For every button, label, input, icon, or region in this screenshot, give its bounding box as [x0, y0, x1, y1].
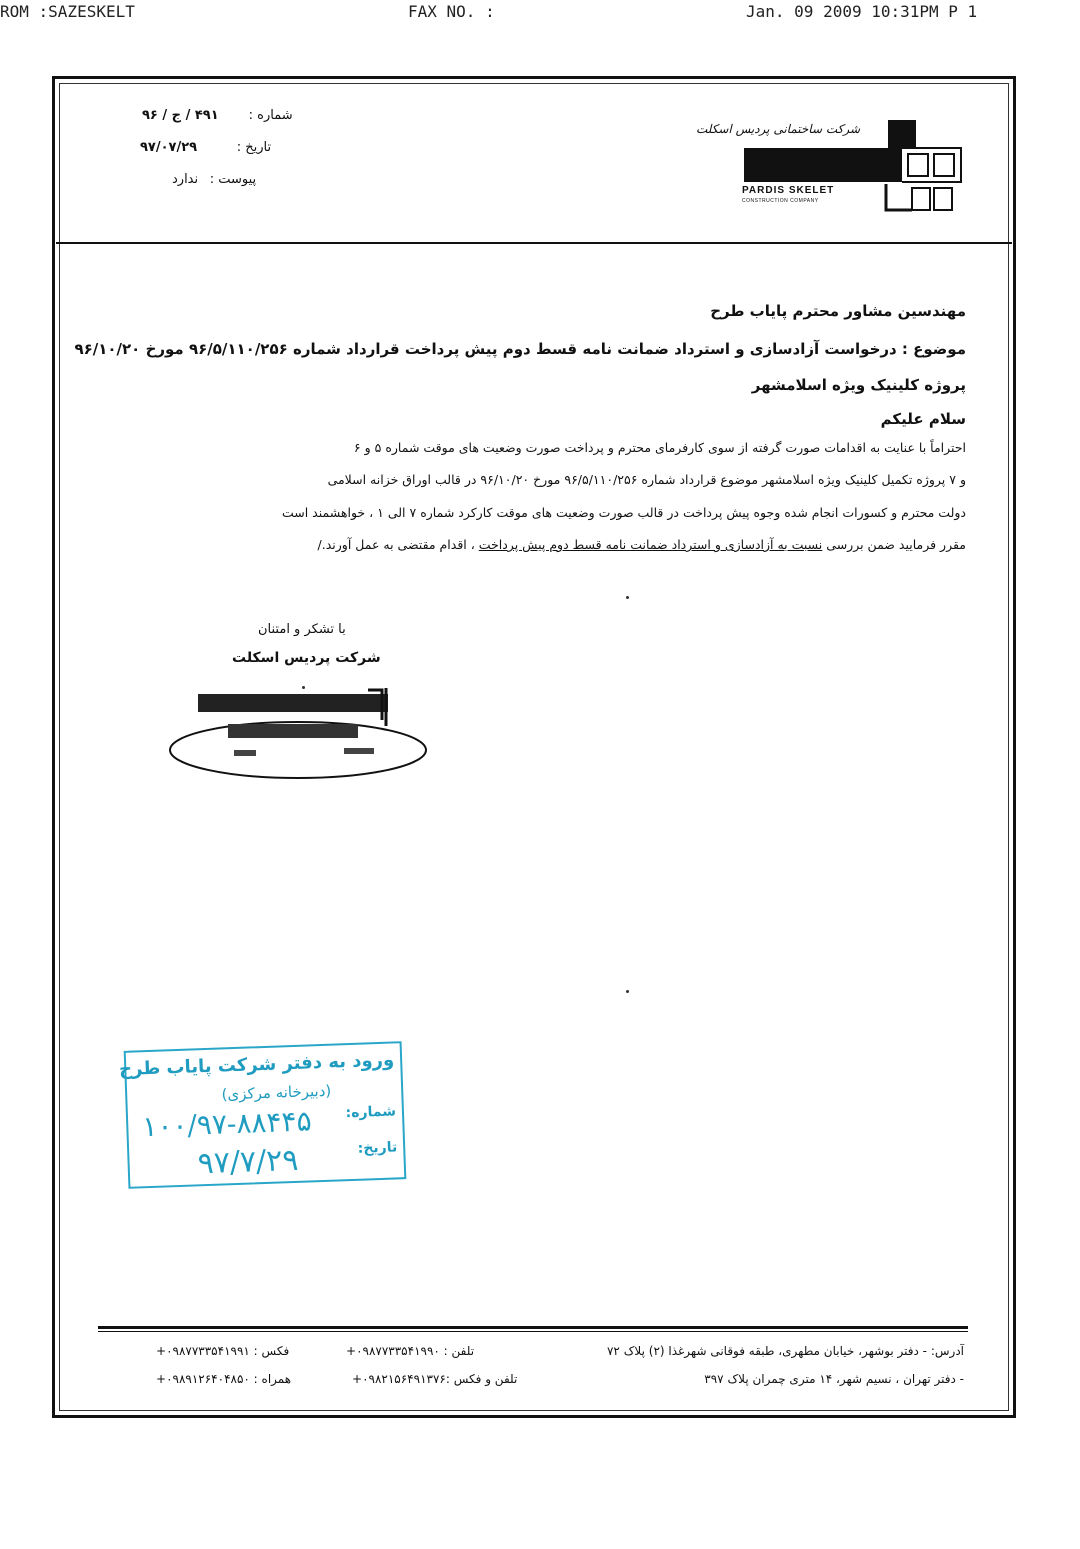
- fax-header: [0, 0, 1080, 40]
- body-line-4-underlined: نسبت به آزادسازی و استرداد ضمانت نامه قسط دوم پیش پرداخت: [478, 537, 823, 552]
- stamp-number-label: شماره:: [345, 1103, 397, 1122]
- letter-number: [142, 108, 293, 123]
- stamp-number-value: ۱۰۰/۹۷-۸۸۴۴۵: [141, 1104, 313, 1144]
- body-line-2: و ۷ پروژه تکمیل کلینیک ویژه اسلامشهر موضوع قرارداد شماره ۹۶/۵/۱۱۰/۲۵۶ مورخ ۹۶/۱۰/۲۰ در قالب اوراق خزانه اسلامی: [327, 472, 966, 487]
- footer-mobile: همراه : ۰۹۸۹۱۲۶۴۰۴۸۵۰+: [156, 1372, 292, 1386]
- stamp-date-label: تاریخ:: [357, 1139, 398, 1157]
- footer-fax-bushehr: فکس : ۰۹۸۷۷۳۳۵۴۱۹۹۱+: [156, 1344, 290, 1358]
- stamp-subtitle: (دبیرخانه مرکزی): [221, 1081, 332, 1104]
- footer-divider: [98, 1326, 968, 1329]
- number-value: ۴۹۱ / ج / ۹۶: [142, 108, 219, 123]
- recipient: مهندسین مشاور محترم پایاب طرح: [710, 302, 966, 320]
- stamp-title: ورود به دفتر شرکت پایاب طرح: [118, 1049, 395, 1081]
- signature-company: شرکت پردیس اسکلت: [232, 650, 381, 666]
- body-line-1: احتراماً با عنایت به اقدامات صورت گرفته از سوی کارفرمای محترم و پرداخت صورت وضعیت های موقت شماره ۵ و ۶: [353, 440, 966, 455]
- signature-thanks: با تشکر و امتنان: [258, 622, 346, 637]
- body-line-3: دولت محترم و کسورات انجام شده وجوه پیش پرداخت در قالب صورت وضعیت های موقت کارکرد شماره ۷ الی ۱ ، خواهشمند است: [281, 505, 966, 520]
- attachment-value: ندارد: [172, 172, 199, 187]
- brand-name: PARDIS SKELET: [742, 185, 835, 196]
- letter-date: [140, 140, 271, 155]
- header-divider: [56, 242, 1012, 244]
- company-seal-icon: [168, 686, 432, 780]
- body-line-4-post: ، اقدام مقتضی به عمل آورند./: [317, 537, 479, 552]
- body-line-4-pre: مقرر فرمایید ضمن بررسی: [822, 537, 966, 552]
- stamp-date-value: ۹۷/۷/۲۹: [197, 1142, 299, 1182]
- fax-from: ROM :SAZESKELT: [0, 2, 135, 21]
- scan-dot: [626, 596, 629, 599]
- letter-attachment: [172, 172, 256, 187]
- fax-datetime: Jan. 09 2009 10:31PM P 1: [746, 2, 978, 21]
- project-name: پروژه کلینیک ویژه اسلامشهر: [751, 376, 966, 394]
- number-label: شماره :: [248, 108, 293, 123]
- greeting: سلام علیکم: [880, 410, 966, 428]
- brand-subtitle: CONSTRUCTION COMPANY: [742, 198, 819, 204]
- date-value: ۹۷/۰۷/۲۹: [140, 140, 198, 155]
- body-line-4: [318, 537, 966, 552]
- scan-dot: [626, 990, 629, 993]
- footer-phone-bushehr: تلفن : ۰۹۸۷۷۳۳۵۴۱۹۹۰+: [346, 1344, 475, 1358]
- incoming-stamp: [118, 1041, 407, 1189]
- attachment-label: پیوست :: [209, 172, 257, 187]
- footer-address-tehran: - دفتر تهران ، نسیم شهر، ۱۴ متری چمران پلاک ۳۹۷: [704, 1372, 964, 1386]
- subject-line: موضوع : درخواست آزادسازی و استرداد ضمانت نامه قسط دوم پیش پرداخت قرارداد شماره ۹۶/۵/۱۱۰/۲۵۶ مورخ ۹۶/۱۰/۲۰: [74, 340, 966, 358]
- footer-address-bushehr: آدرس: - دفتر بوشهر، خیابان مطهری، طبقه فوقانی شهرغذا (۲) پلاک ۷۲: [606, 1344, 964, 1358]
- footer-divider-thin: [98, 1331, 968, 1332]
- fax-number: FAX NO. :: [408, 2, 495, 21]
- date-label: تاریخ :: [236, 140, 272, 155]
- company-tagline: شرکت ساختمانی پردیس اسکلت: [695, 122, 860, 136]
- scan-dot: [302, 686, 305, 689]
- footer-phone-tehran: تلفن و فکس :۰۹۸۲۱۵۶۴۹۱۳۷۶+: [352, 1372, 518, 1386]
